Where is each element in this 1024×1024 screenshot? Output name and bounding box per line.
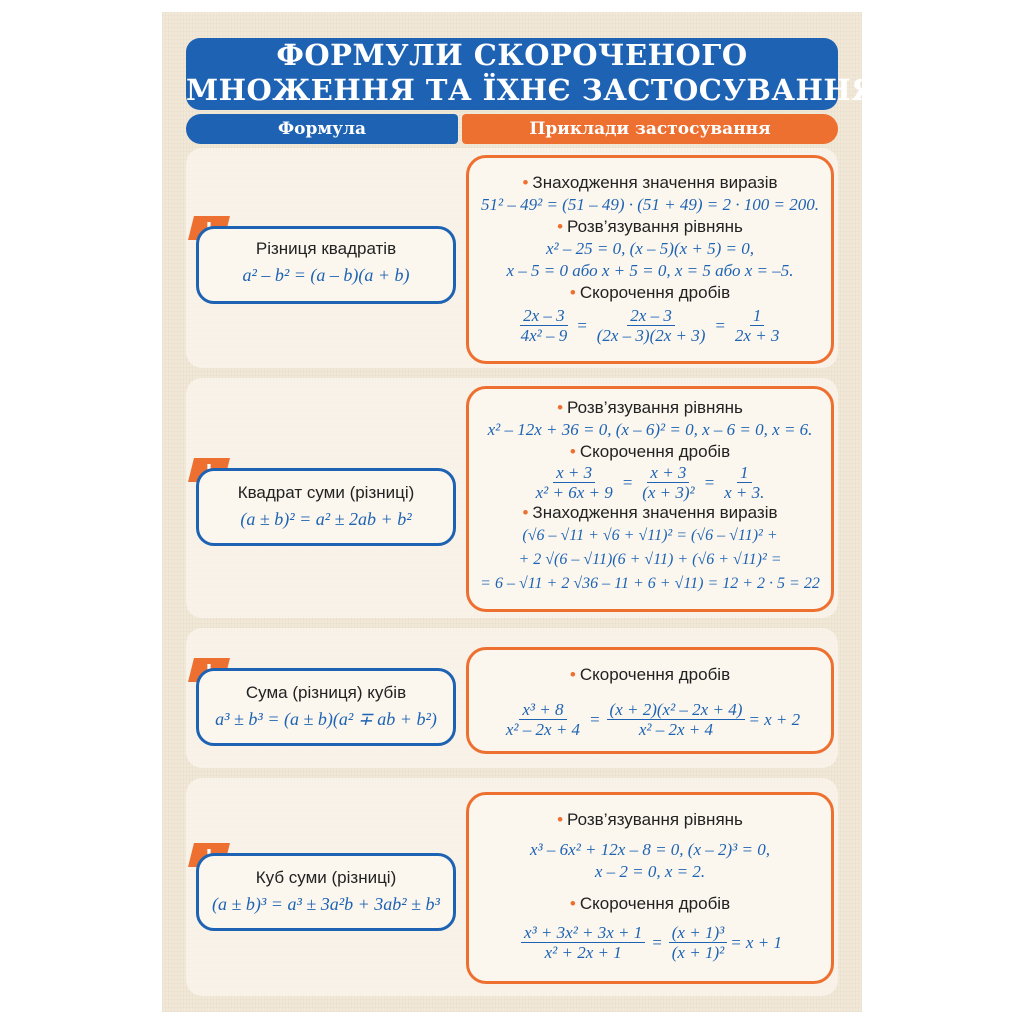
example-line: 51² – 49² = (51 – 49) · (51 + 49) = 2 · 100 = 200. (481, 195, 819, 214)
example-line: x² – 25 = 0, (x – 5)(x + 5) = 0, (545, 239, 755, 258)
bullet-icon: • (522, 173, 529, 192)
bullet-icon: • (569, 442, 576, 461)
example-heading: • Розв’язування рівнянь (557, 217, 743, 236)
formula-name: Квадрат суми (різниці) (237, 483, 415, 502)
example-line: x³ – 6x² + 12x – 8 = 0, (x – 2)³ = 0, (530, 840, 770, 859)
bullet-icon: • (557, 217, 564, 236)
formula-card-sum-of-cubes (196, 668, 456, 746)
formula-card-square-of-sum (196, 468, 456, 546)
formula-card-cube-of-sum (196, 853, 456, 931)
bullet-icon: • (569, 283, 576, 302)
examples-column-header: Приклади застосування (462, 114, 838, 144)
bullet-icon: • (557, 810, 564, 829)
example-heading: • Розв’язування рівнянь (557, 398, 743, 417)
examples-card-difference-of-squares (466, 155, 834, 364)
example-heading: • Скорочення дробів (569, 665, 731, 684)
fraction-example: $\frac{\text{x³ + 8}}{\text{x² – 2x + 4}}$ = $\frac{\text{(x + 2)(x² – 2x + 4)}}{\text{x² – 2x + 4}}$ = x + 2 (505, 700, 801, 739)
formula-expression: a² – b² = (a – b)(a + b) (242, 265, 410, 285)
example-heading: • Знаходження значення виразів (522, 173, 778, 192)
fraction-example: $\frac{\text{x³ + 3x² + 3x + 1}}{\text{x² + 2x + 1}}$ = $\frac{\text{(x + 1)³}}{\text{(x + 1)²}}$ = x + 1 (469, 923, 831, 962)
fraction-example: $\frac{x + 3}{\text{x² + 6x + 9}}$ = $\frac{x + 3}{\text{(x + 3)²}}$ = $\frac{1}{x + 3.}$ (535, 463, 765, 502)
bullet-icon: • (522, 503, 529, 522)
formula-name: Сума (різниця) кубів (245, 683, 407, 702)
formula-card-difference-of-squares (196, 226, 456, 304)
bullet-icon: • (569, 894, 576, 913)
fraction-example: $\frac{2x - 3}{\text{4x² – 9}}$ = $\frac{2x - 3}{(2x - 3)(2x + 3)}$ = $\frac{1}{2x + 3}$ (520, 306, 780, 345)
formula-expression: a³ ± b³ = (a ± b)(a² ∓ ab + b²) (215, 709, 437, 729)
example-heading: • Скорочення дробів (569, 894, 731, 913)
example-heading: • Знаходження значення виразів (522, 503, 778, 522)
title-line-1: ФОРМУЛИ СКОРОЧЕНОГО (276, 38, 748, 72)
example-line: + 2 √(6 – √11)(6 + √11) + (√6 + √11)² = (518, 551, 782, 568)
example-line: (√6 – √11 + √6 + √11)² = (√6 – √11)² + (522, 527, 778, 544)
title-line-2: МНОЖЕННЯ ТА ЇХНЄ ЗАСТОСУВАННЯ (186, 73, 878, 107)
bullet-icon: • (557, 398, 564, 417)
example-line: x² – 12x + 36 = 0, (x – 6)² = 0, x – 6 = 0, x = 6. (487, 420, 813, 439)
example-heading: • Скорочення дробів (569, 283, 731, 302)
formula-name: Куб суми (різниці) (255, 868, 397, 887)
examples-card-sum-of-cubes (466, 647, 834, 754)
bullet-icon: • (569, 665, 576, 684)
example-heading: • Розв’язування рівнянь (557, 810, 743, 829)
examples-card-square-of-sum (466, 386, 834, 612)
formula-expression: (a ± b)² = a² ± 2ab + b² (240, 509, 412, 529)
formula-name: Різниця квадратів (255, 239, 397, 258)
example-heading: • Скорочення дробів (569, 442, 731, 461)
example-line: x – 2 = 0, x = 2. (594, 862, 706, 881)
examples-card-cube-of-sum (466, 792, 834, 984)
example-line: = 6 – √11 + 2 √36 – 11 + 6 + √11) = 12 + 2 · 5 = 22 (480, 575, 820, 592)
page-title (186, 38, 878, 110)
example-line: x – 5 = 0 або x + 5 = 0, x = 5 або x = –5. (506, 261, 794, 280)
formula-expression: (a ± b)³ = a³ ± 3a²b + 3ab² ± b³ (212, 894, 440, 914)
formula-column-header: Формула (186, 114, 458, 144)
